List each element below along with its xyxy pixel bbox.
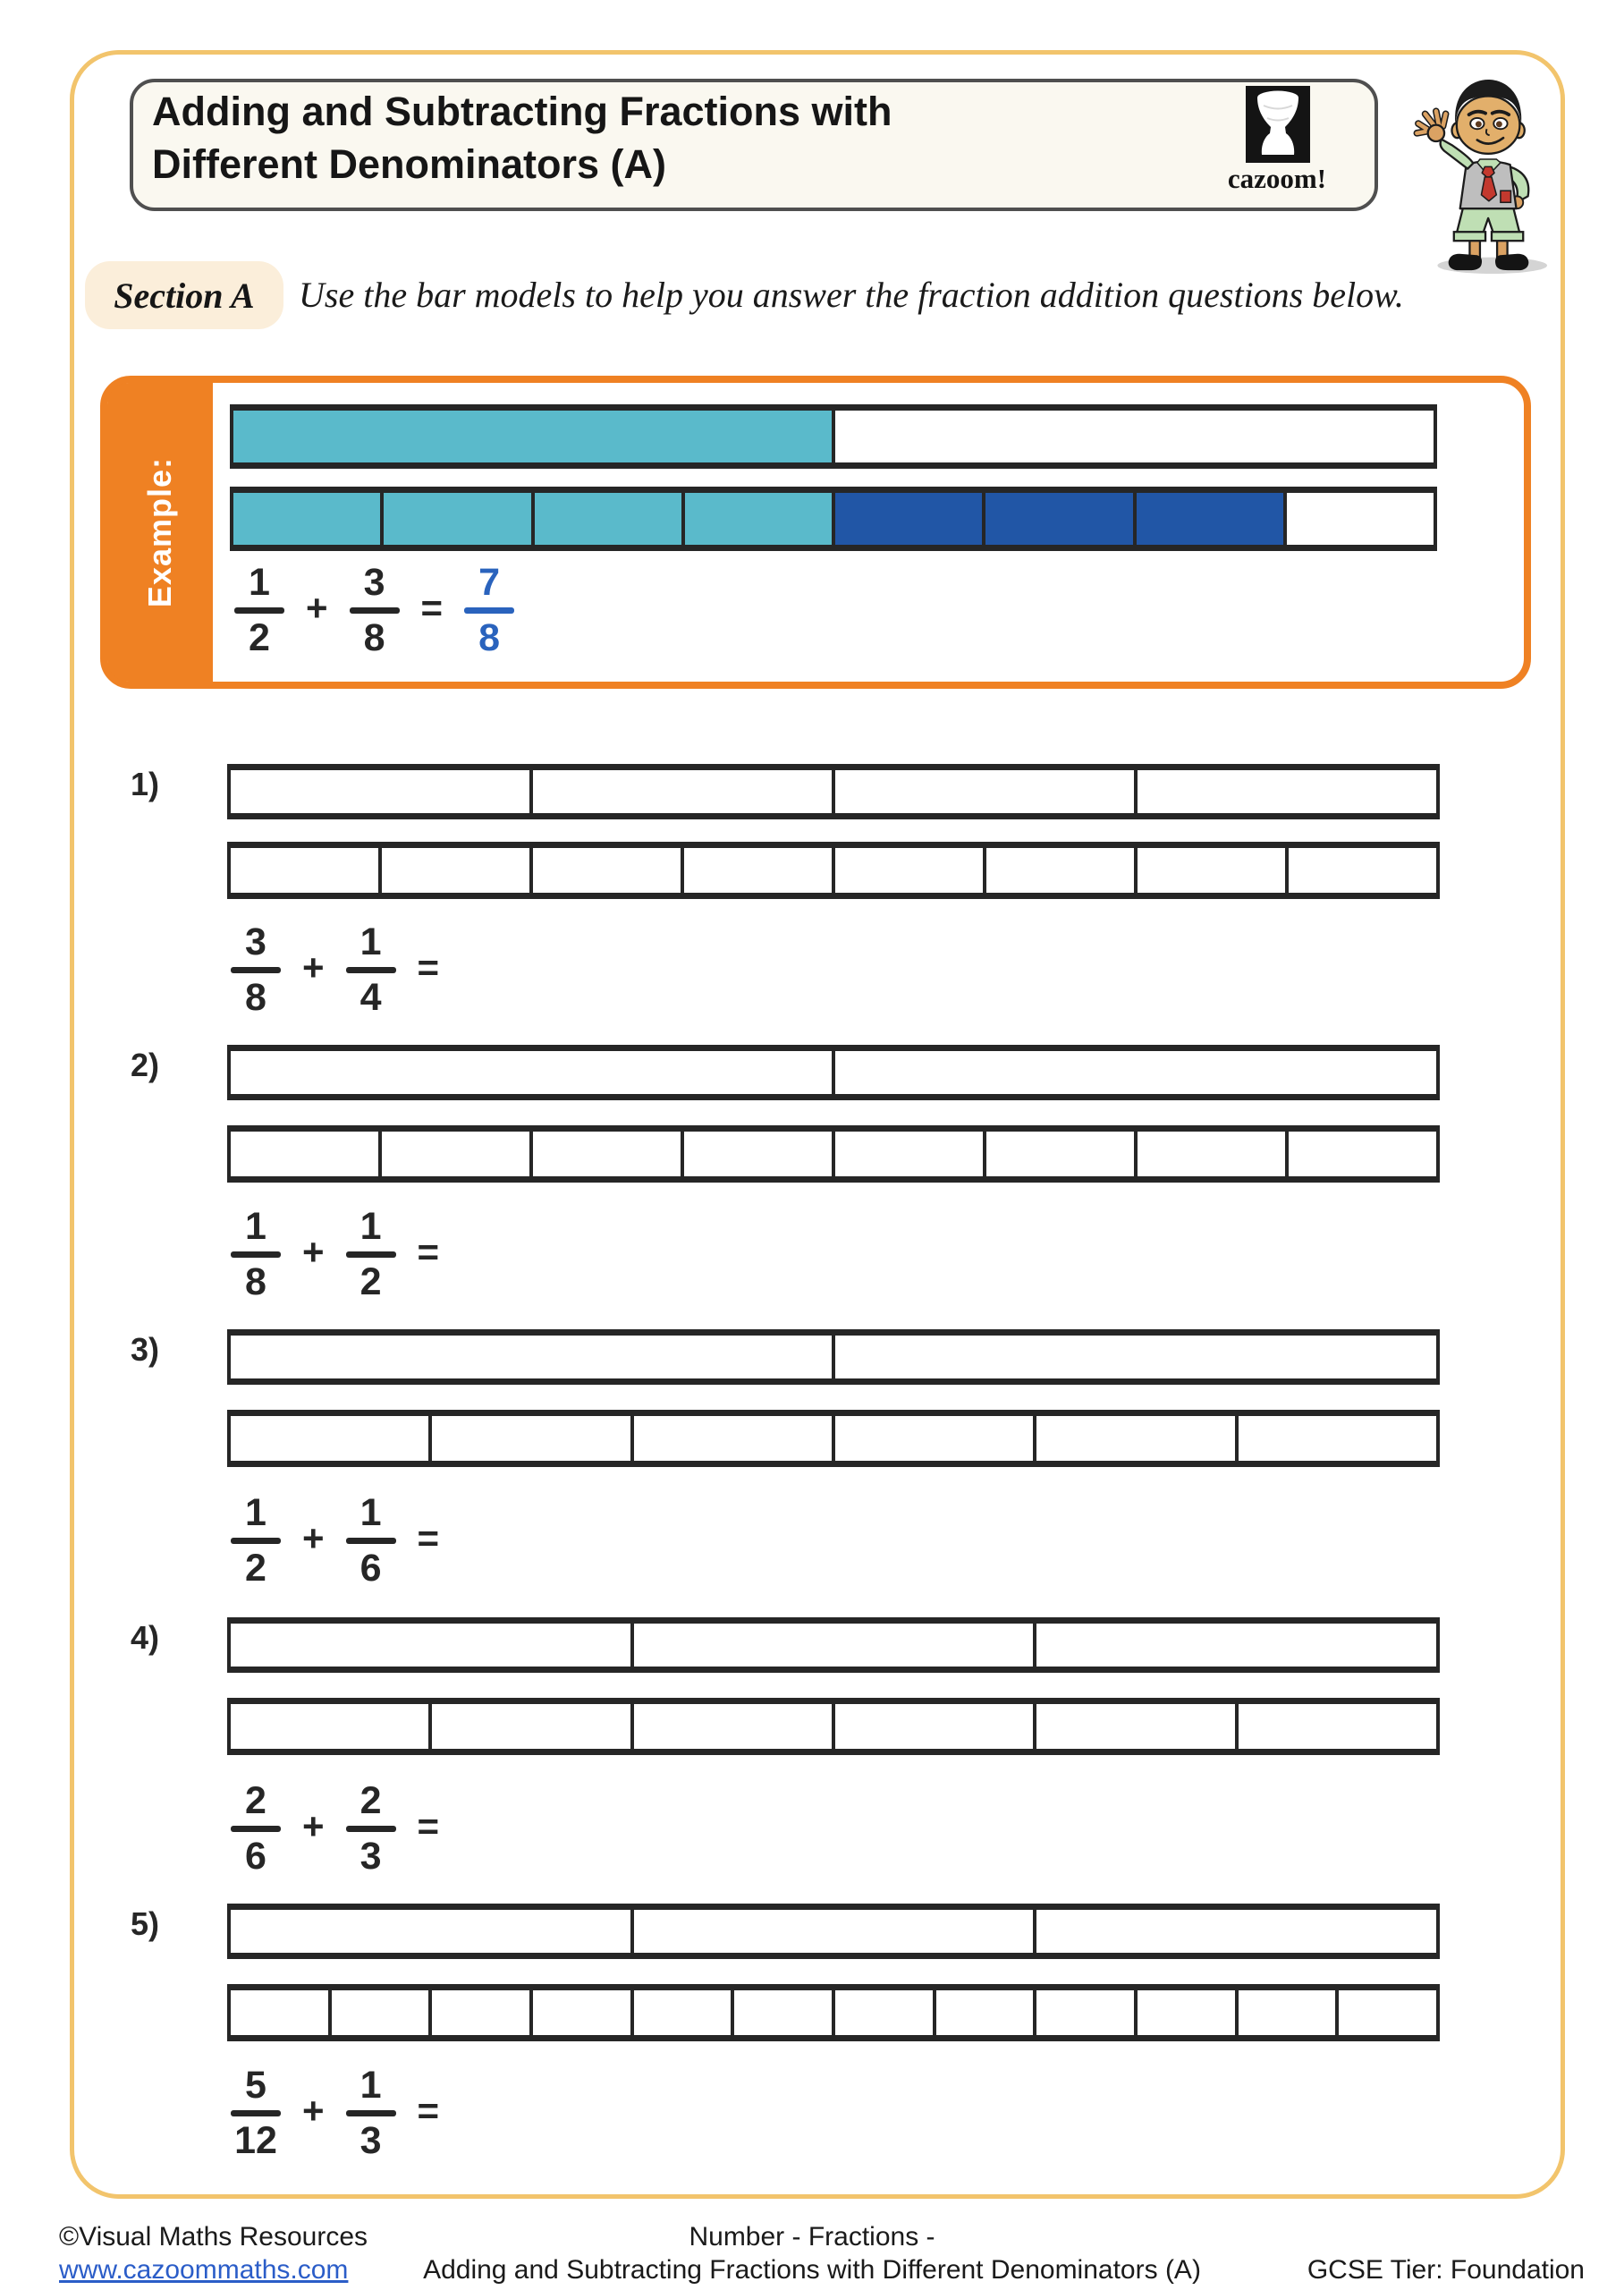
bar-segment-empty (231, 770, 533, 813)
bar-segment-teal (384, 493, 534, 545)
example-tab (107, 383, 213, 682)
footer-tier: GCSE Tier: Foundation (1307, 2255, 1585, 2285)
bar-segment-empty (382, 848, 533, 893)
bar-segment-empty (634, 1624, 1037, 1667)
question-3-equation: 1 2 + 1 6 = (231, 1494, 439, 1588)
bar-segment-blue (835, 493, 985, 545)
bar-segment-empty (533, 770, 835, 813)
bar-segment-empty (533, 1132, 684, 1176)
bar-segment-empty (1036, 1910, 1436, 1953)
bar-segment-empty (1239, 1990, 1340, 2035)
bar-segment-empty (231, 848, 382, 893)
bar-segment-empty (332, 1990, 433, 2035)
plus-sign: + (302, 1804, 325, 1847)
equals-sign: = (420, 586, 444, 629)
bar-segment-empty (734, 1990, 835, 2035)
example-equation (234, 561, 514, 659)
footer-topic-line2: Adding and Subtracting Fractions with Different Denominators (A) (423, 2255, 1201, 2285)
bar-segment-empty (835, 1051, 1436, 1094)
plus-sign: + (302, 2089, 325, 2132)
bar-segment-empty (1036, 1416, 1238, 1461)
bar-segment-empty (231, 1336, 835, 1378)
plus-sign: + (302, 1230, 325, 1273)
question-2-equation: 1 8 + 1 2 = (231, 1208, 439, 1302)
bar-segment-empty (684, 848, 835, 893)
bar-segment-empty (231, 1990, 332, 2035)
bar-segment-empty (533, 848, 684, 893)
bar-segment-blue (1137, 493, 1287, 545)
bar-segment-empty (634, 1910, 1037, 1953)
question-5-equation: 5 12 + 1 3 = (231, 2066, 439, 2160)
bar-segment-empty (432, 1990, 533, 2035)
question-5-number: 5) (131, 1905, 160, 1942)
bar-segment-empty (634, 1990, 735, 2035)
bar-segment-empty (231, 1132, 382, 1176)
bar-segment-empty (986, 1132, 1138, 1176)
bar-segment-teal (685, 493, 835, 545)
bar-segment-empty (936, 1990, 1037, 2035)
bar-segment-empty (231, 1051, 835, 1094)
q2-bar-eighths (227, 1125, 1440, 1183)
equals-sign: = (417, 2089, 440, 2132)
q5-bar-twelfths (227, 1984, 1440, 2041)
bar-segment-empty (986, 848, 1138, 893)
page-title-line2: Different Denominators (A) (152, 140, 667, 187)
bar-segment-empty (1036, 1704, 1238, 1749)
q5-bar-thirds (227, 1904, 1440, 1959)
equals-sign: = (417, 1804, 440, 1847)
q3-bar-sixths (227, 1410, 1440, 1467)
example-fraction-answer: 7 8 (464, 564, 514, 657)
bar-segment-empty (634, 1416, 835, 1461)
bar-segment-empty (231, 1416, 432, 1461)
q2-bar-halves (227, 1045, 1440, 1100)
bar-segment-empty (382, 1132, 533, 1176)
q4-bar-sixths (227, 1698, 1440, 1755)
bar-segment-teal (535, 493, 685, 545)
bar-segment-empty (1138, 1132, 1289, 1176)
waving-hand (1417, 111, 1445, 141)
q4-bar-thirds (227, 1617, 1440, 1673)
bar-segment-empty (432, 1704, 633, 1749)
example-fraction-addend2: 3 8 (350, 564, 400, 657)
q1-bar-quarters (227, 764, 1440, 819)
bar-segment-empty (835, 848, 986, 893)
bar-segment-empty (1138, 1990, 1239, 2035)
footer-topic-line1: Number - Fractions - (689, 2222, 935, 2252)
bar-segment-empty (684, 1132, 835, 1176)
example-fraction-addend1: 1 2 (234, 564, 284, 657)
question-4-number: 4) (131, 1619, 160, 1656)
equals-sign: = (417, 946, 440, 988)
bar-segment-teal (233, 411, 835, 462)
question-2-number: 2) (131, 1047, 160, 1083)
plus-sign: + (302, 1516, 325, 1559)
bar-segment-empty (1036, 1624, 1436, 1667)
example-tab-label: Example: (141, 456, 178, 608)
website-link[interactable]: www.cazoommaths.com (59, 2255, 349, 2285)
example-bar-eighths (230, 487, 1437, 551)
bar-segment-empty (835, 411, 1434, 462)
schoolboy-mascot-illustration (1400, 64, 1565, 277)
bar-segment-empty (1239, 1416, 1436, 1461)
bar-segment-empty (835, 1704, 1036, 1749)
bar-segment-empty (432, 1416, 633, 1461)
question-1-equation: 3 8 + 1 4 = (231, 923, 439, 1017)
equals-sign: = (417, 1516, 440, 1559)
plus-sign: + (302, 946, 325, 988)
section-a-instruction: Use the bar models to help you answer the fraction addition questions below. (299, 275, 1404, 315)
bar-segment-empty (634, 1704, 835, 1749)
bar-segment-empty (231, 1624, 634, 1667)
q1-bar-eighths (227, 842, 1440, 899)
page-title (152, 86, 1136, 191)
bar-segment-empty (1339, 1990, 1436, 2035)
cazoom-logo-text: cazoom! (1227, 163, 1327, 194)
question-1-number: 1) (131, 766, 160, 802)
bar-segment-empty (1289, 1132, 1436, 1176)
bar-segment-empty (835, 1416, 1036, 1461)
plus-sign: + (306, 586, 328, 629)
bar-segment-empty (1036, 1990, 1138, 2035)
bar-segment-empty (835, 770, 1138, 813)
bar-segment-empty (533, 1990, 634, 2035)
bar-segment-empty (835, 1132, 986, 1176)
bar-segment-empty (835, 1990, 936, 2035)
page-title-line1: Adding and Subtracting Fractions with (152, 89, 892, 134)
equals-sign: = (417, 1230, 440, 1273)
q3-bar-halves (227, 1329, 1440, 1385)
bar-segment-teal (233, 493, 384, 545)
bar-segment-empty (231, 1910, 634, 1953)
djembe-drum-icon (1246, 86, 1310, 163)
example-bar-halves (230, 404, 1437, 469)
bar-segment-empty (1289, 848, 1436, 893)
bar-segment-empty (835, 1336, 1436, 1378)
bar-segment-empty (1138, 770, 1436, 813)
bar-segment-empty (231, 1704, 432, 1749)
page-border (70, 50, 1565, 2199)
question-3-number: 3) (131, 1331, 160, 1368)
section-a-label: Section A (85, 261, 283, 329)
bar-segment-empty (1287, 493, 1434, 545)
bar-segment-blue (985, 493, 1136, 545)
question-4-equation: 2 6 + 2 3 = (231, 1782, 439, 1876)
bar-segment-empty (1239, 1704, 1436, 1749)
copyright-text: ©Visual Maths Resources (59, 2222, 368, 2252)
bar-segment-empty (1138, 848, 1289, 893)
